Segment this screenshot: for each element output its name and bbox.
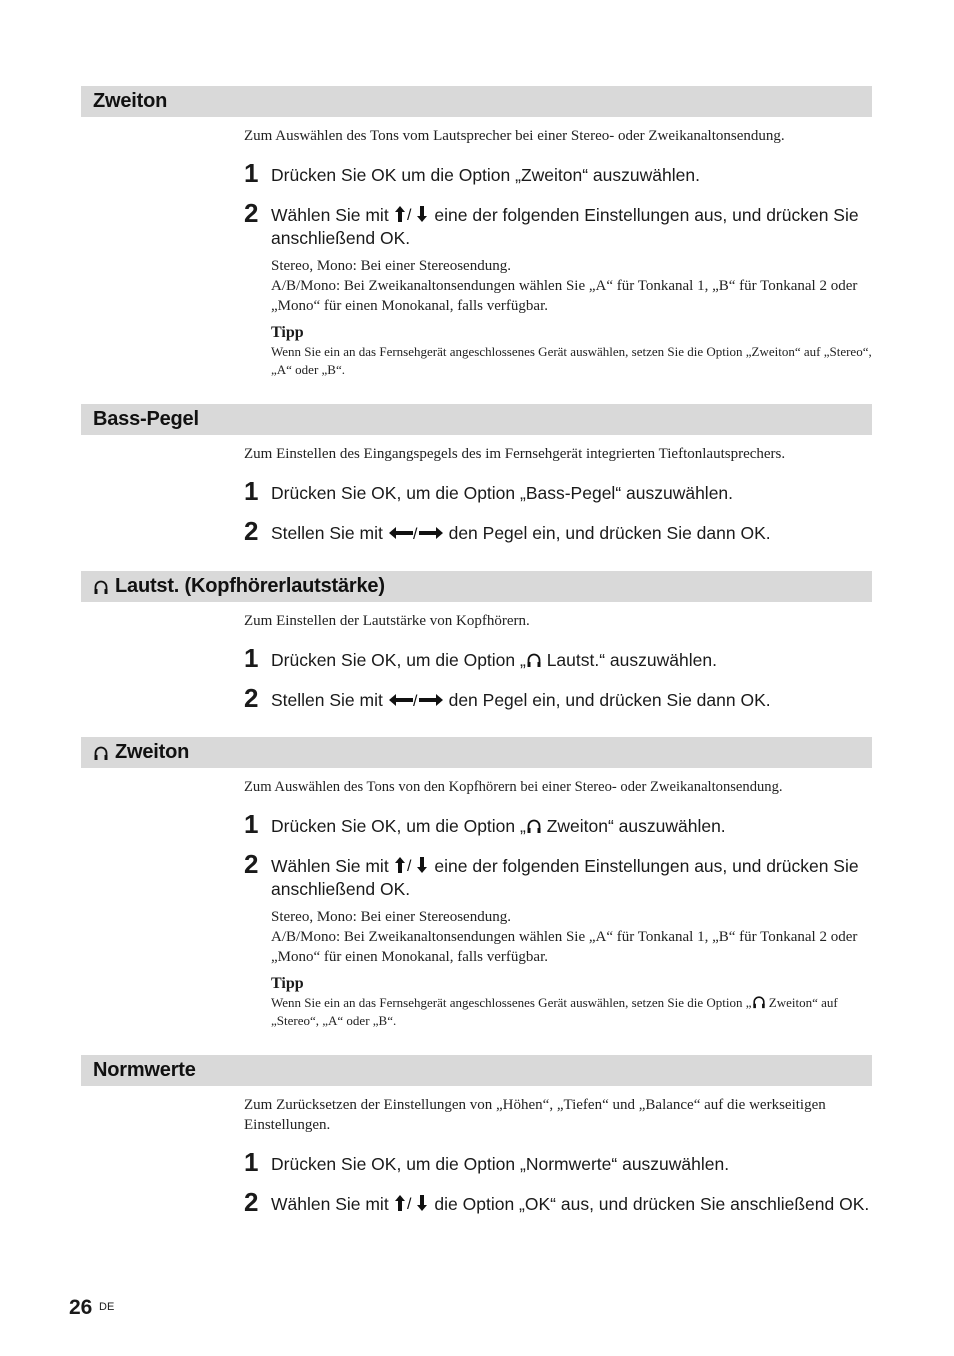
section-intro: Zum Einstellen des Eingangspegels des im Fernsehgerät integrierten Tieftonlautsprechers. <box>244 446 786 462</box>
section-heading: Lautst. (Kopfhörerlautstärke) <box>81 571 872 602</box>
section-intro: Zum Einstellen der Lautstärke von Kopfhörern. <box>244 613 530 629</box>
section-intro: Zum Zurücksetzen der Einstellungen von „Höhen“, „Tiefen“ und „Balance“ auf die werkseitigen Einstellungen. <box>244 1097 826 1133</box>
section-zweiton <box>81 86 872 379</box>
svg-text:/: / <box>406 858 411 874</box>
note-line: Stereo, Mono: Bei einer Stereosendung. <box>271 258 511 274</box>
step-number: 2 <box>244 198 259 228</box>
step-2: 2 Stellen Sie mit / den Pegel ein, und drücken Sie dann OK. <box>244 683 771 713</box>
step-text: Drücken Sie OK, um die Option „Bass-Pegel“ auszuwählen. <box>271 483 734 503</box>
up-down-arrow-icon <box>394 856 430 874</box>
svg-text:/: / <box>412 693 418 708</box>
headphone-icon <box>93 745 109 761</box>
section-heading: Bass-Pegel <box>81 404 872 435</box>
section-heading: Zweiton <box>81 737 872 768</box>
section-intro: Zum Auswählen des Tons von den Kopfhörern bei einer Stereo- oder Zweikanaltonsendung. <box>244 779 783 795</box>
step-number: 1 <box>244 158 259 188</box>
step-1: 1 Drücken Sie OK, um die Option „ Zweiton“ auszuwählen. <box>244 809 726 839</box>
section-normwerte <box>81 1055 872 1216</box>
section-bass-pegel <box>81 404 872 545</box>
page-number: 26 <box>69 1296 93 1319</box>
note-line: A/B/Mono: Bei Zweikanaltonsendungen wählen Sie „A“ für Tonkanal 1, „B“ für Tonkanal 2 oder „Mono“ für einen Monokanal, falls verfügbar. <box>271 278 858 314</box>
section-kopfhoerer-zweiton <box>81 737 872 1030</box>
step-number: 2 <box>244 849 259 879</box>
headphone-icon <box>526 818 542 834</box>
section-heading: Zweiton <box>81 86 872 117</box>
step-number: 1 <box>244 809 259 839</box>
step-2: 2 Stellen Sie mit / den Pegel ein, und drücken Sie dann OK. <box>244 516 771 546</box>
left-right-arrow-icon <box>388 692 444 708</box>
step-number: 2 <box>244 683 259 713</box>
up-down-arrow-icon <box>394 1194 430 1212</box>
step-number: 2 <box>244 516 259 546</box>
step-number: 1 <box>244 1147 259 1177</box>
section-kopfhoerer-lautstaerke <box>81 571 872 712</box>
step-text: Drücken Sie OK um die Option „Zweiton“ auszuwählen. <box>271 165 700 185</box>
section-heading: Normwerte <box>81 1055 872 1086</box>
headphone-icon <box>526 652 542 668</box>
step-2: 2 Wählen Sie mit / eine der folgenden Einstellungen aus, und drücken Sie anschließend OK. <box>244 849 859 899</box>
section-intro: Zum Auswählen des Tons vom Lautsprecher bei einer Stereo- oder Zweikanaltonsendung. <box>244 128 785 144</box>
step-text: Drücken Sie OK, um die Option „Normwerte“ auszuwählen. <box>271 1154 730 1174</box>
tip-heading: Tipp <box>271 975 304 992</box>
tip-text: Wenn Sie ein an das Fernsehgerät angeschlossenes Gerät auswählen, setzen Sie die Option „Zweiton“ auf „Stereo“, „A“ oder „B“. <box>271 344 872 377</box>
svg-text:/: / <box>406 1196 411 1212</box>
language-code: DE <box>99 1301 115 1313</box>
left-right-arrow-icon <box>388 525 444 541</box>
step-2: 2 Wählen Sie mit / die Option „OK“ aus, und drücken Sie anschließend OK. <box>244 1187 870 1217</box>
step-1 <box>244 476 872 506</box>
svg-text:/: / <box>412 526 418 541</box>
step-1 <box>244 158 872 188</box>
headphone-icon <box>752 995 766 1009</box>
headphone-icon <box>93 579 109 595</box>
step-2: 2 Wählen Sie mit / eine der folgenden Einstellungen aus, und drücken Sie anschließend OK. <box>244 198 859 248</box>
step-number: 2 <box>244 1187 259 1217</box>
step-1 <box>244 1147 872 1177</box>
tip-heading: Tipp <box>271 324 304 341</box>
step-number: 1 <box>244 643 259 673</box>
note-line: A/B/Mono: Bei Zweikanaltonsendungen wählen Sie „A“ für Tonkanal 1, „B“ für Tonkanal 2 oder „Mono“ für einen Monokanal, falls verfügbar. <box>271 929 858 965</box>
tip-text: Wenn Sie ein an das Fernsehgerät angeschlossenes Gerät auswählen, setzen Sie die Option „ Zweiton“ auf „Stereo“, „A“ oder „B“. <box>271 995 838 1028</box>
svg-text:/: / <box>406 207 411 223</box>
step-number: 1 <box>244 476 259 506</box>
note-line: Stereo, Mono: Bei einer Stereosendung. <box>271 909 511 925</box>
up-down-arrow-icon <box>394 205 430 223</box>
step-1: 1 Drücken Sie OK, um die Option „ Lautst.“ auszuwählen. <box>244 643 717 673</box>
